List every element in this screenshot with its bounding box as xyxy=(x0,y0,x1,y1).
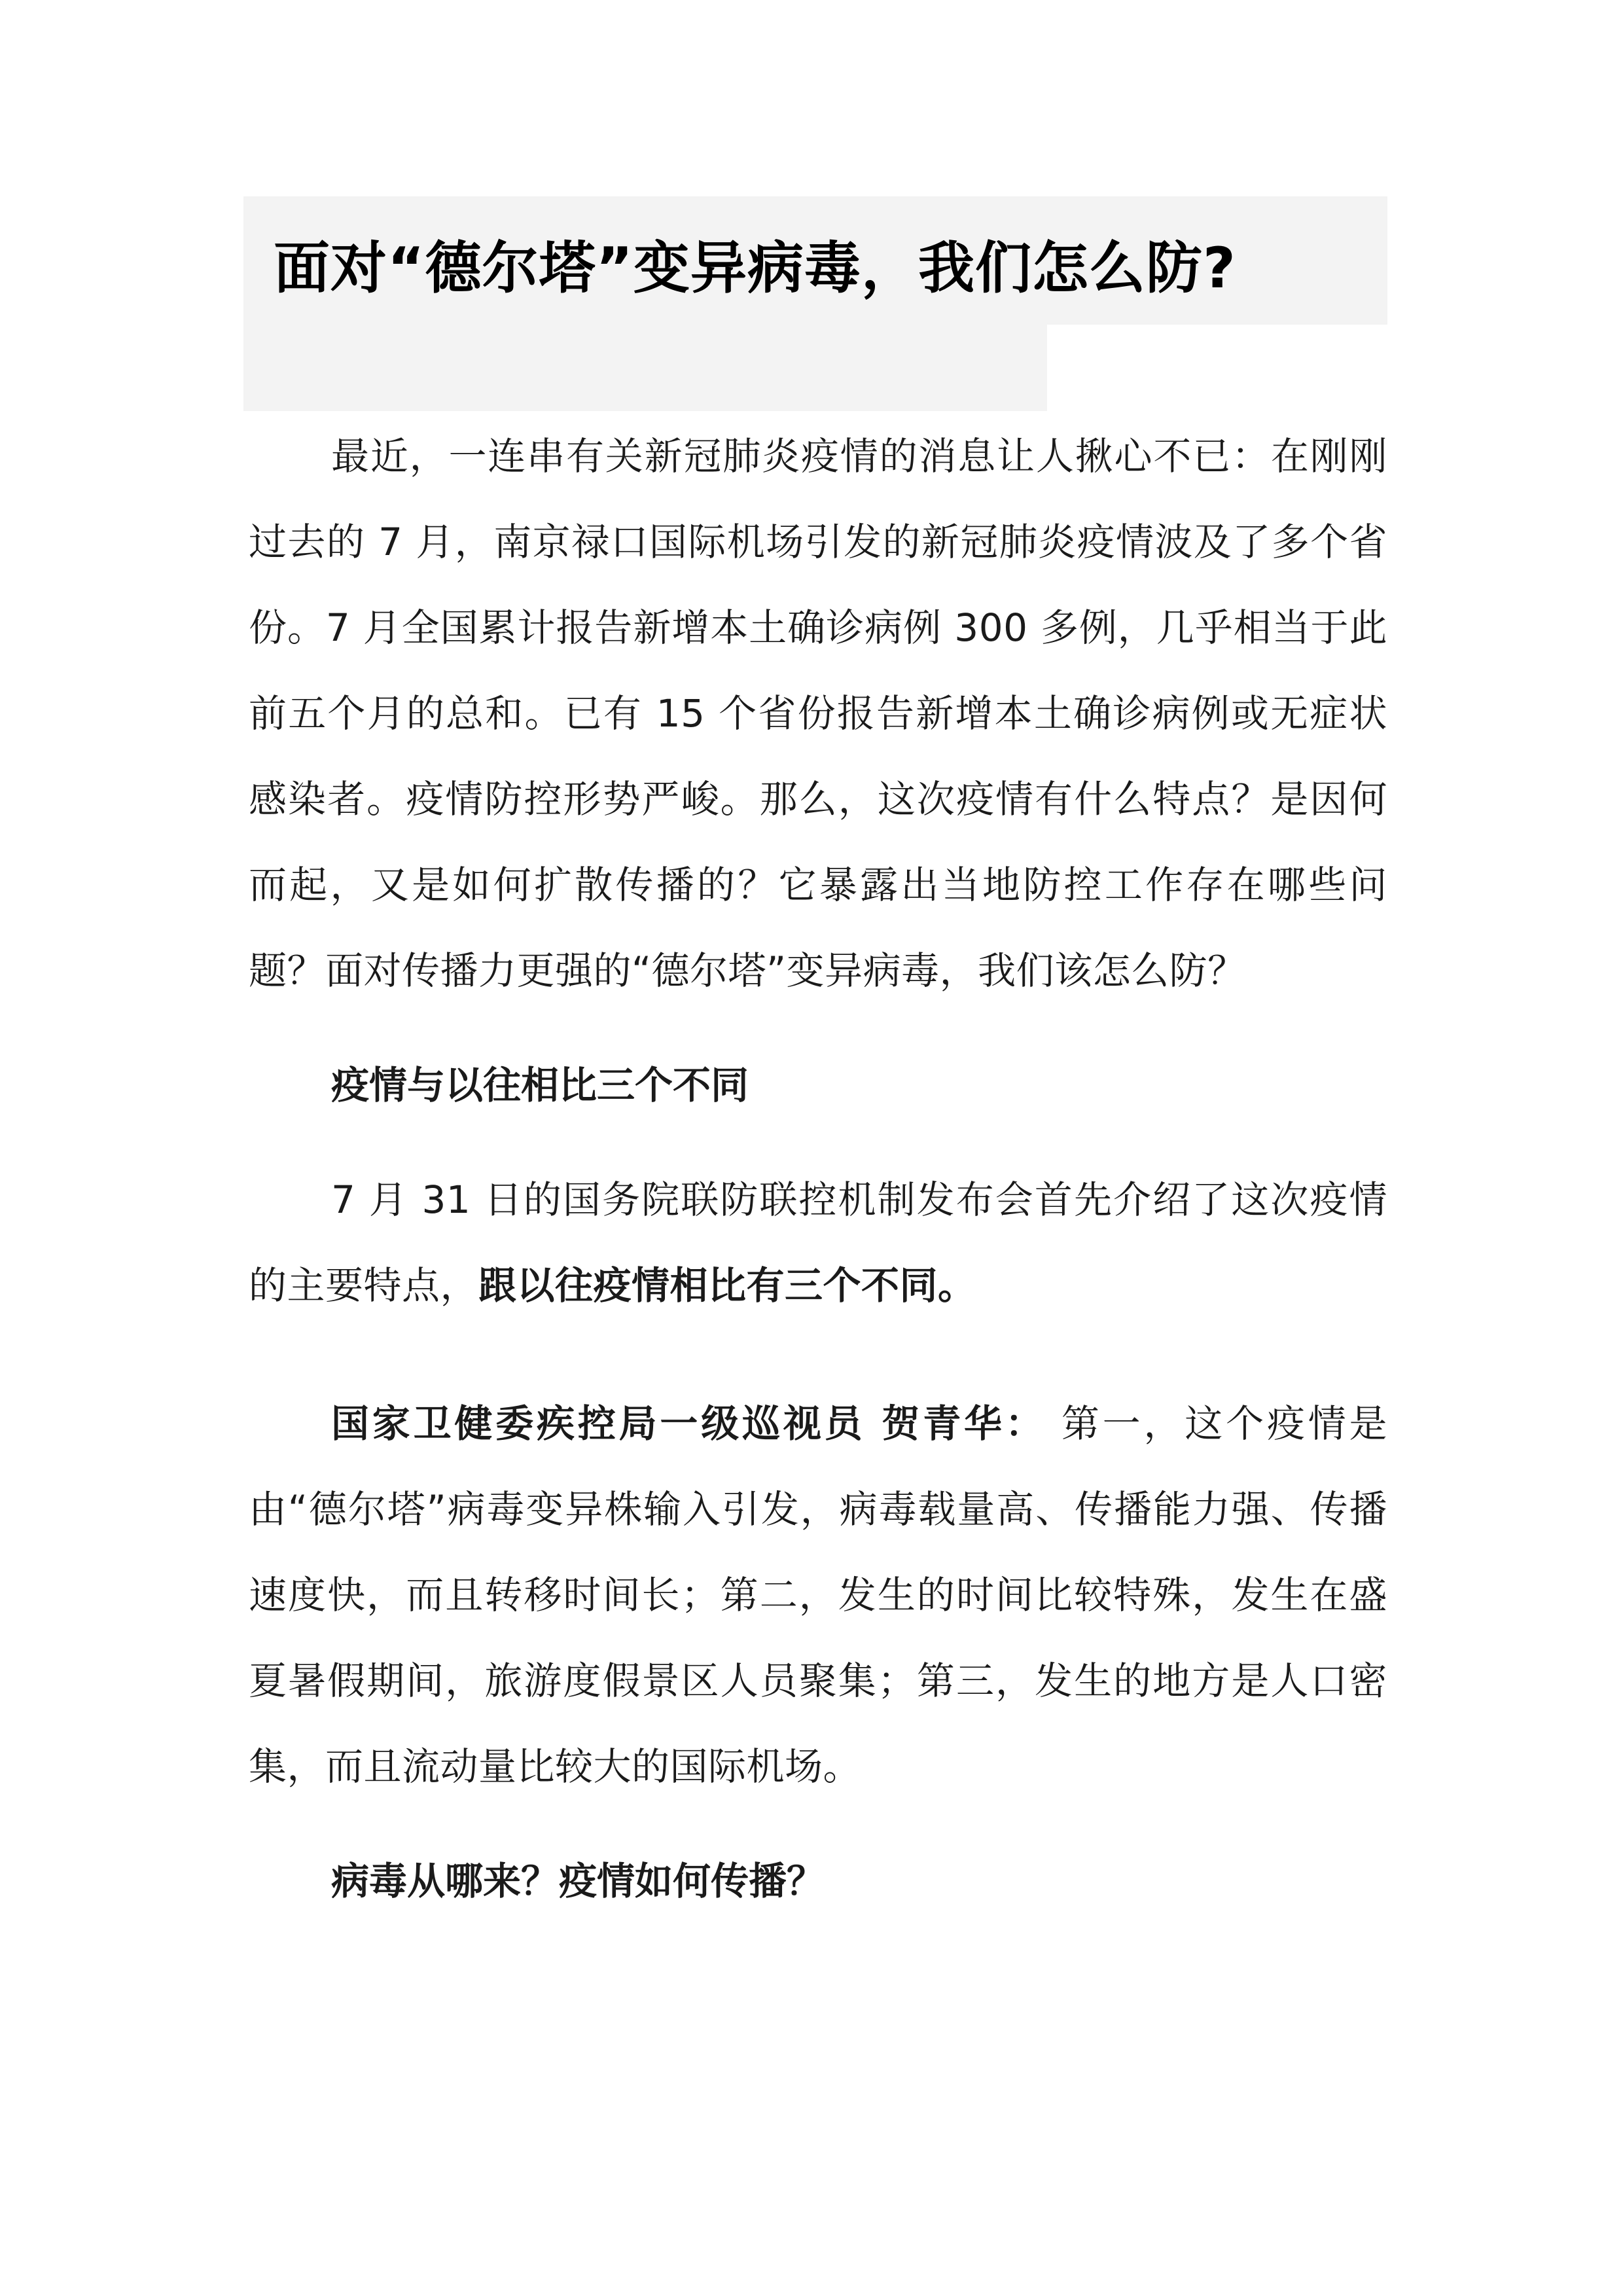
paragraph-press-conference-emphasis: 跟以往疫情相比有三个不同。 xyxy=(478,1263,976,1308)
section-heading-virus-origin: 病毒从哪来？疫情如何传播？ xyxy=(331,1859,825,1903)
section-heading-differences: 疫情与以往相比三个不同 xyxy=(331,1063,749,1107)
article-body xyxy=(249,414,1387,1924)
title-background-lower xyxy=(243,325,1047,411)
paragraph-official-quote xyxy=(249,1381,1387,1810)
article-title: 面对“德尔塔”变异病毒，我们怎么防? xyxy=(274,236,1236,301)
speaker-name: 国家卫健委疾控局一级巡视员 贺青华： xyxy=(331,1401,1046,1446)
paragraph-press-conference-text: 7 月 31 日的国务院联防联控机制发布会首先介绍了这次疫情的主要特点， xyxy=(249,1177,1387,1308)
quote-text: 第一，这个疫情是由“德尔塔”病毒变异株输入引发，病毒载量高、传播能力强、传播速度快，而且转移时间长；第二，发生的时间比较特殊，发生在盛夏暑假期间，旅游度假景区人员聚集；第三，发生的地方是人口密集，而且流动量比较大的国际机场。 xyxy=(249,1401,1387,1789)
paragraph-press-conference xyxy=(249,1157,1387,1329)
intro-paragraph: 最近，一连串有关新冠肺炎疫情的消息让人揪心不已：在刚刚过去的 7 月，南京禄口国际机场引发的新冠肺炎疫情波及了多个省份。7 月全国累计报告新增本土确诊病例 300 多例，几乎相当于此前五个月的总和。已有 15 个省份报告新增本土确诊病例或无症状感染者。疫情防控形势严峻。那么，这次疫情有什么特点？是因何而起，又是如何扩散传播的？它暴露出当地防控工作存在哪些问题？面对传播力更强的“德尔塔”变异病毒，我们该怎么防？ xyxy=(249,434,1387,993)
